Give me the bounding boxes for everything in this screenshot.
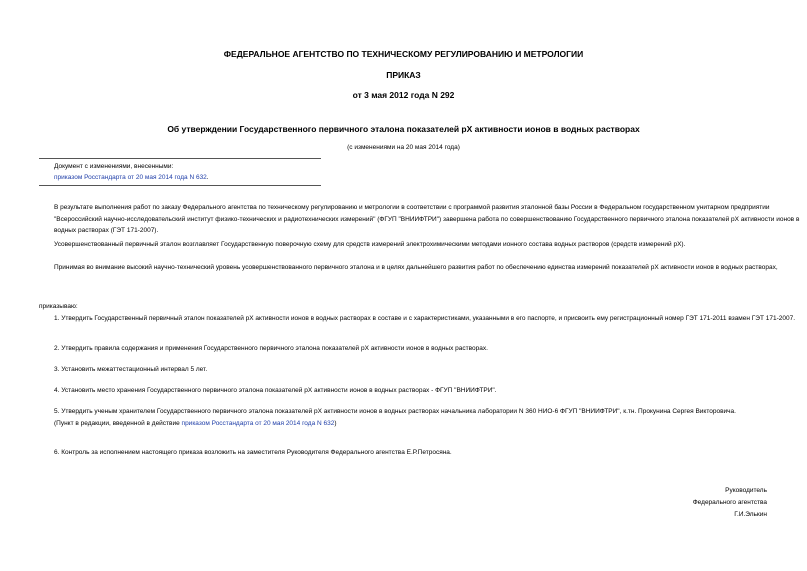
item-4: [39, 385, 807, 397]
agency-title: ФЕДЕРАЛЬНОЕ АГЕНТСТВО ПО ТЕХНИЧЕСКОМУ РЕГУЛИРОВАНИЮ И МЕТРОЛОГИИ: [223, 49, 584, 59]
item-2-text: 2. Утвердить правила содержания и применения Государственного первичного эталона показателей pX активности ионов в водных растворах.: [54, 345, 488, 352]
paragraph-3-text: Принимая во внимание высокий научно-технический уровень усовершенствованного первичного эталона и в целях дальнейшего развития работ по обеспечению единства измерений показателей pX активности ионов в водных растворах,: [54, 264, 778, 271]
item-5-note-prefix: (Пункт в редакции, введенной в действие: [54, 419, 182, 427]
document-type: ПРИКАЗ: [386, 70, 421, 80]
signature-agency: Федерального агентства: [692, 499, 767, 506]
order-word-text: приказываю:: [39, 303, 78, 310]
item-5-note-link[interactable]: приказом Росстандарта от 20 мая 2014 года N 632: [181, 419, 335, 427]
amendment-note: (с изменениями на 20 мая 2014 года): [347, 144, 460, 151]
item-3-text: 3. Установить межаттестационный интервал 5 лет.: [54, 366, 208, 373]
item-6: [39, 447, 807, 459]
change-note-line: [54, 172, 209, 183]
change-note-link[interactable]: приказом Росстандарта от 20 мая 2014 года N 632: [54, 174, 207, 181]
document-subject: Об утверждении Государственного первичного эталона показателей pX активности ионов в водных растворах: [167, 124, 640, 134]
document-date-number: от 3 мая 2012 года N 292: [352, 90, 455, 100]
item-5-note: [39, 418, 807, 430]
item-4-text: 4. Установить место хранения Государственного первичного эталона показателей pX активности ионов в водных растворах - ФГУП "ВНИИФТРИ".: [54, 387, 497, 394]
item-1-text: 1. Утвердить Государственный первичный эталон показателей pX активности ионов в водных растворах в составе и с характеристиками, указанными в его паспорте, и присвоить ему регистрационный номер ГЭТ 171-2011 взамен ГЭТ 171-2007.: [54, 315, 796, 322]
divider-top: [39, 158, 321, 159]
item-5: [39, 406, 807, 429]
paragraph-2-text: Усовершенствованный первичный эталон возглавляет Государственную поверочную схему для средств измерений электрохимическими методами ионного состава водных растворов (средств измерений pX).: [54, 241, 686, 248]
item-5-text: 5. Утвердить ученым хранителем Государственного первичного эталона показателей pX активности ионов в водных растворах начальника лаборатории N 360 НИО-6 ФГУП "ВНИИФТРИ", к.тн. Прокунина Сергея Викторовича.: [54, 408, 736, 415]
paragraph-2: [39, 239, 807, 251]
item-3: [39, 364, 807, 376]
change-note: [54, 161, 209, 183]
change-note-label: Документ с изменениями, внесенными:: [54, 163, 174, 170]
paragraph-3: [39, 262, 807, 274]
divider-bottom: [39, 185, 321, 186]
signature-title: Руководитель: [725, 487, 767, 494]
order-word: [39, 301, 807, 313]
item-1: [39, 313, 807, 325]
item-5-note-suffix: ): [334, 419, 337, 427]
item-2: [39, 343, 807, 355]
paragraph-1-text: В результате выполнения работ по заказу Федерального агентства по техническому регулированию и метрологии в соответствии с программой развития эталонной базы России в Федеральном государственном унитарном предприятии "Всероссийский научно-исследовательский институт физико-технических и радиотехнических измерений" (ФГУП "ВНИИФТРИ") завершена работа по совершенствованию Государственного первичного эталона показателей pX активности ионов в водных растворах (ГЭТ 171-2007).: [54, 204, 800, 234]
change-note-link-suffix: .: [206, 174, 209, 181]
signature-name: Г.И.Элькин: [734, 511, 767, 518]
paragraph-1: [39, 202, 807, 237]
item-6-text: 6. Контроль за исполнением настоящего приказа возложить на заместителя Руководителя Федерального агентства Е.Р.Петросяна.: [54, 449, 452, 456]
